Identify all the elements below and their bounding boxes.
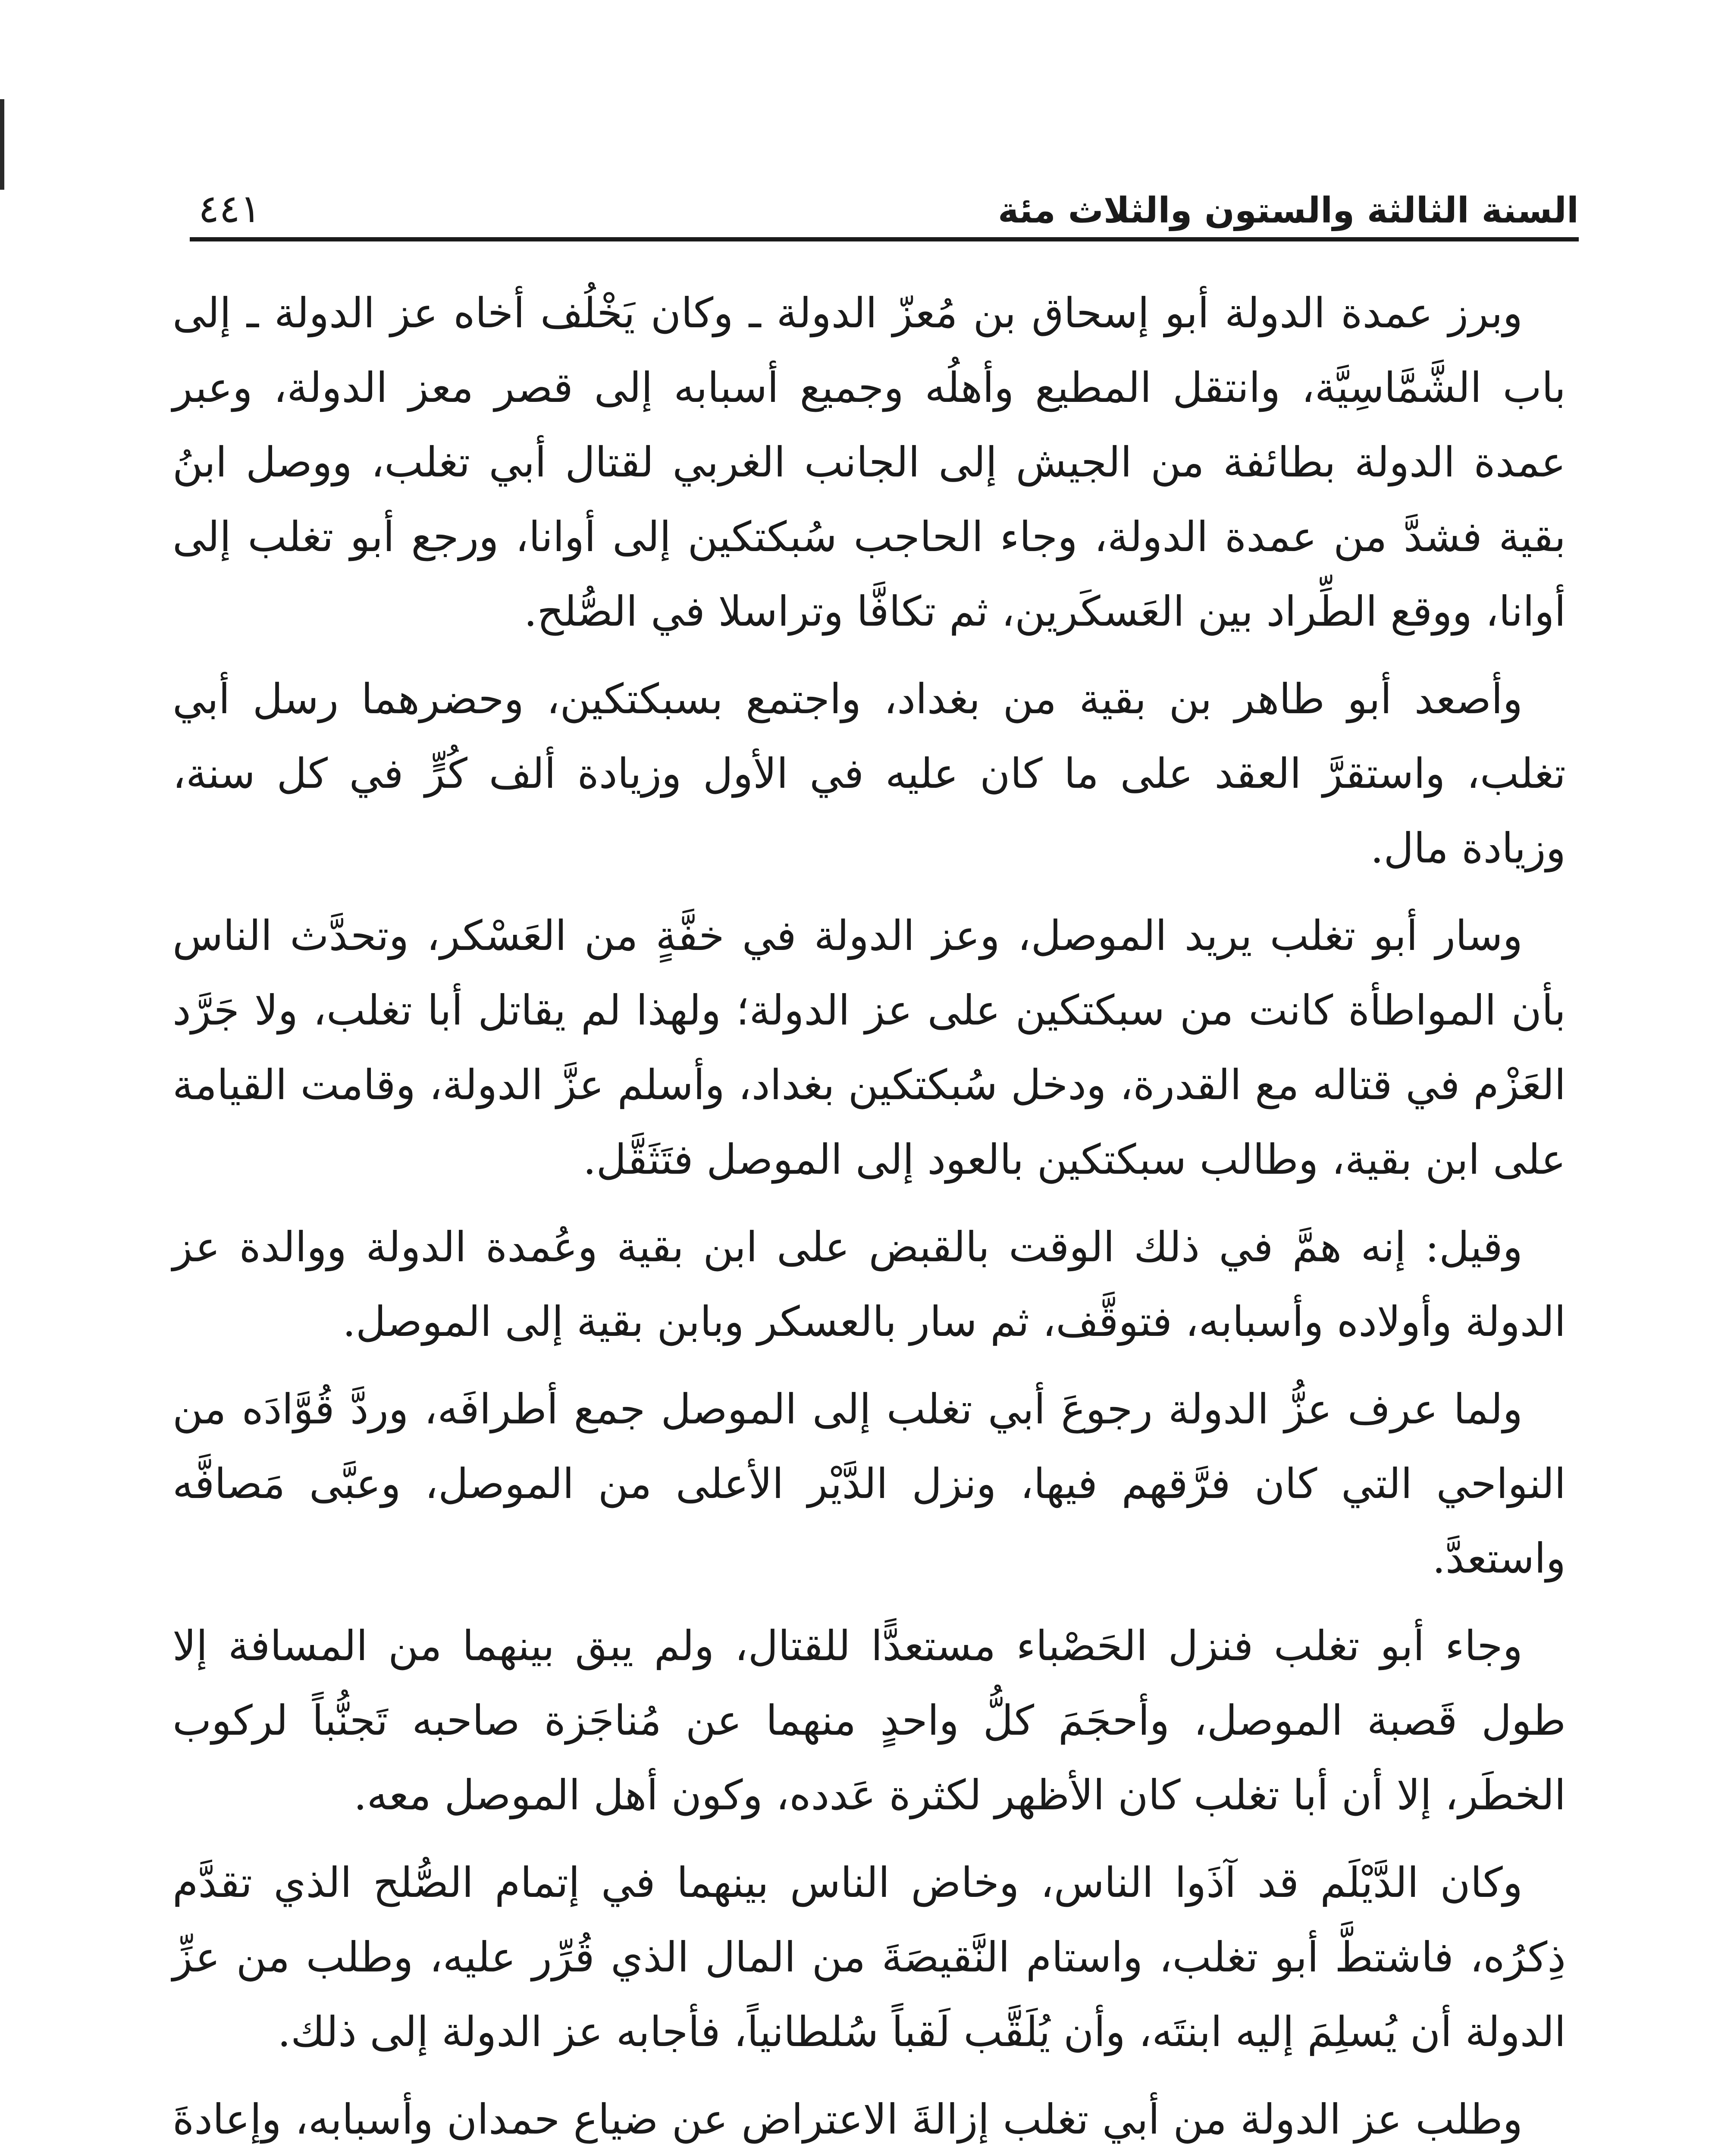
paragraph: وأصعد أبو طاهر بن بقية من بغداد، واجتمع بسبكتكين، وحضرهما رسل أبي تغلب، واستقرَّ العقد على ما كان عليه في الأول وزيادة ألف كُرٍّ في كل سنة، وزيادة مال. xyxy=(172,675,1566,872)
paragraph: وبرز عمدة الدولة أبو إسحاق بن مُعزّ الدولة ـ وكان يَخْلُف أخاه عز الدولة ـ إلى باب الشَّمَّاسِيَّة، وانتقل المطيع وأهلُه وجميع أسبابه إلى قصر معز الدولة، وعبر عمدة الدولة بطائفة من الجيش إلى الجانب الغربي لقتال أبي تغلب، ووصل ابنُ بقية فشدَّ من عمدة الدولة، وجاء الحاجب سُبكتكين إلى أوانا، ورجع أبو تغلب إلى أوانا، ووقع الطِّراد بين العَسكَرين، ثم تكافَّا وتراسلا في الصُّلح. xyxy=(172,289,1566,636)
paragraph: ولما عرف عزُّ الدولة رجوعَ أبي تغلب إلى الموصل جمع أطرافَه، وردَّ قُوَّادَه من النواحي التي كان فرَّقهم فيها، ونزل الدَّيْر الأعلى من الموصل، وعبَّى مَصافَّه واستعدَّ. xyxy=(172,1385,1566,1583)
paragraph: وسار أبو تغلب يريد الموصل، وعز الدولة في خفَّةٍ من العَسْكر، وتحدَّث الناس بأن المواطأة كانت من سبكتكين على عز الدولة؛ ولهذا لم يقاتل أبا تغلب، ولا جَرَّد العَزْم في قتاله مع القدرة، ودخل سُبكتكين بغداد، وأسلم عزَّ الدولة، وقامت القيامة على ابن بقية، وطالب سبكتكين بالعود إلى الموصل فتَثَقَّل. xyxy=(172,912,1566,1184)
paragraph: وجاء أبو تغلب فنزل الحَصْباء مستعدًّا للقتال، ولم يبق بينهما من المسافة إلا طول قَصبة الموصل، وأحجَمَ كلُّ واحدٍ منهما عن مُناجَزة صاحبه تَجنُّباً لركوب الخطَر، إلا أن أبا تغلب كان الأظهر لكثرة عَدده، وكون أهل الموصل معه. xyxy=(172,1622,1566,1819)
page-number: ٤٤١ xyxy=(198,186,261,232)
paragraph: وطلب عز الدولة من أبي تغلب إزالةَ الاعتراض عن ضياع حمدان وأسبابه، وإعادةَ xyxy=(172,2095,1523,2143)
scan-edge-mark xyxy=(0,99,4,190)
running-title: السنة الثالثة والستون والثلاث مئة xyxy=(997,190,1579,231)
header-rule xyxy=(190,237,1579,241)
paragraph: وكان الدَّيْلَم قد آذَوا الناس، وخاض الناس بينهما في إتمام الصُّلح الذي تقدَّم ذِكرُه، فاشتطَّ أبو تغلب، واستام النَّقيصَةَ من المال الذي قُرِّر عليه، وطلب من عزِّ الدولة أن يُسلِمَ إليه ابنتَه، وأن يُلَقَّب لَقباً سُلطانياً، فأجابه عز الدولة إلى ذلك. xyxy=(172,1858,1566,2056)
page-header xyxy=(190,164,1579,241)
paragraph: وقيل: إنه همَّ في ذلك الوقت بالقبض على ابن بقية وعُمدة الدولة ووالدة عز الدولة وأولاده وأسبابه، فتوقَّف، ثم سار بالعسكر وبابن بقية إلى الموصل. xyxy=(172,1223,1566,1346)
body-text xyxy=(172,276,1566,2156)
